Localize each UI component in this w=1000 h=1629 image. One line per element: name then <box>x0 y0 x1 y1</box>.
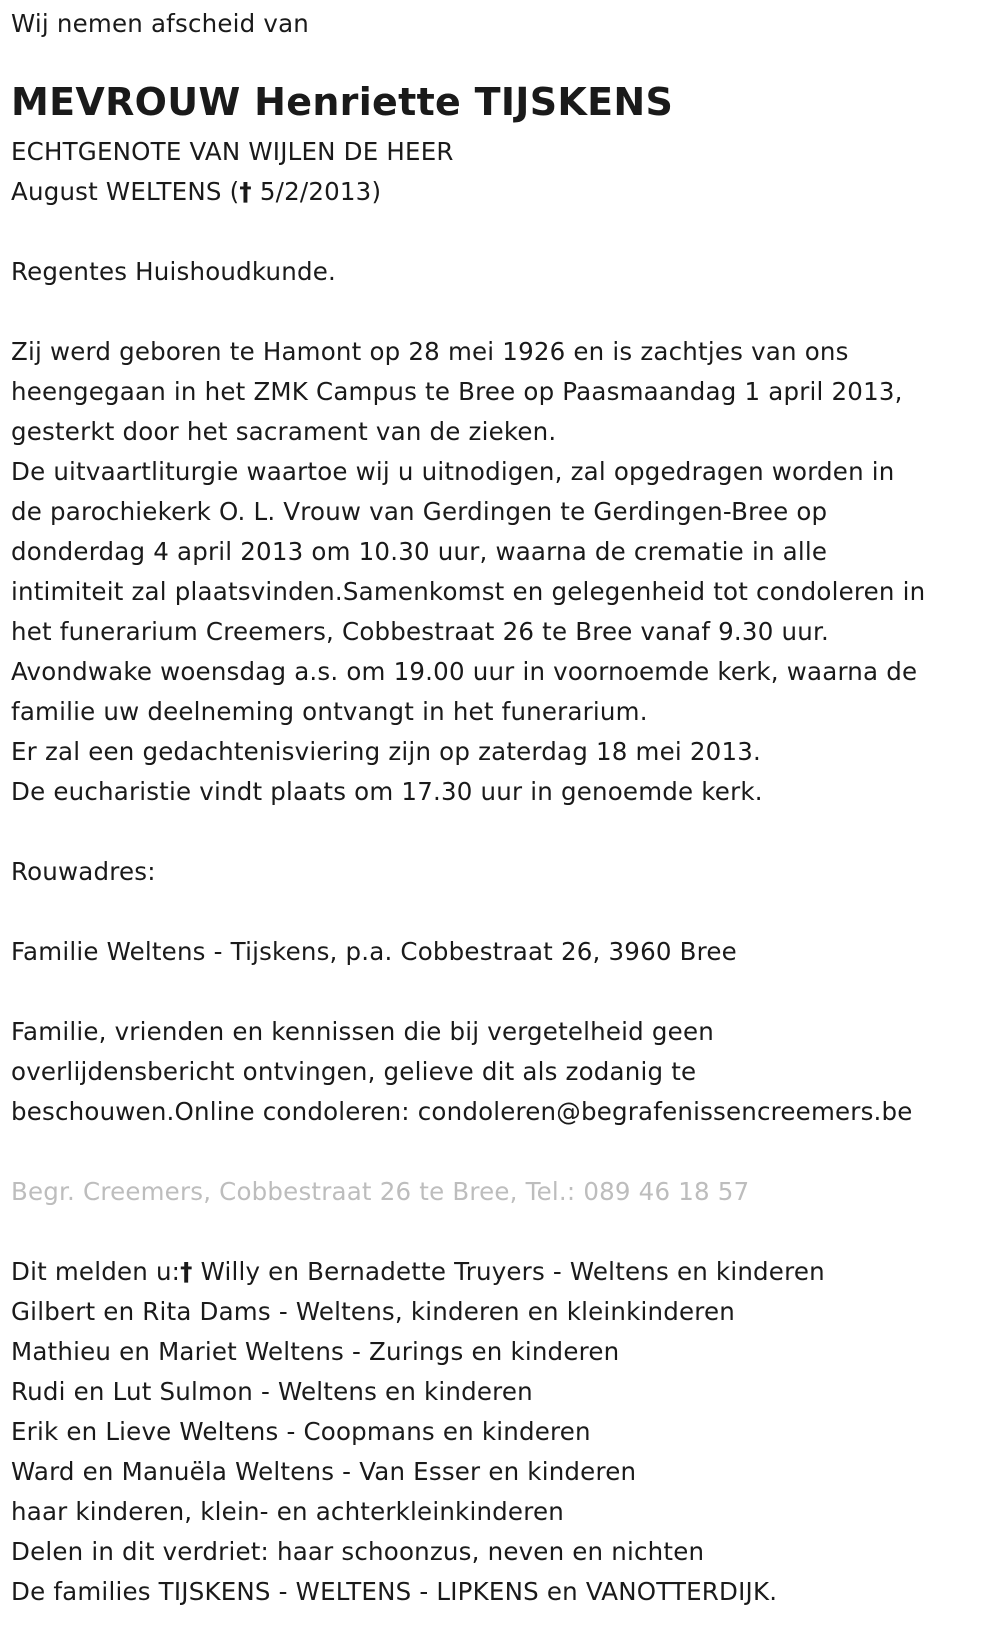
occupation-text: Regentes Huishoudkunde. <box>11 257 337 286</box>
body-line: donderdag 4 april 2013 om 10.30 uur, waarna de crematie in alle <box>11 537 828 566</box>
spacer <box>11 892 991 932</box>
notice-paragraph <box>11 1012 991 1132</box>
spacer <box>11 1132 991 1172</box>
notice-line: Familie, vrienden en kennissen die bij vergetelheid geen <box>11 1017 714 1046</box>
undertaker-info: Begr. Creemers, Cobbestraat 26 te Bree, Tel.: 089 46 18 57 <box>11 1177 750 1206</box>
body-line: intimiteit zal plaatsvinden.Samenkomst en gelegenheid tot condoleren in <box>11 577 926 606</box>
body-line: Avondwake woensdag a.s. om 19.00 uur in voornoemde kerk, waarna de <box>11 657 918 686</box>
body-paragraph <box>11 332 991 812</box>
family-member: Rudi en Lut Sulmon - Weltens en kinderen <box>11 1377 533 1406</box>
body-line: Zij werd geboren te Hamont op 28 mei 1926 en is zachtjes van ons <box>11 337 849 366</box>
body-line: Er zal een gedachtenisviering zijn op zaterdag 18 mei 2013. <box>11 737 762 766</box>
body-line: heengegaan in het ZMK Campus te Bree op Paasmaandag 1 april 2013, <box>11 377 903 406</box>
family-member: haar kinderen, klein- en achterkleinkinderen <box>11 1497 564 1526</box>
address-label: Rouwadres: <box>11 857 156 886</box>
deceased-name: MEVROUW Henriette TIJSKENS <box>11 80 674 124</box>
spacer <box>11 812 991 852</box>
obituary-document <box>11 4 991 1612</box>
spacer <box>11 44 991 64</box>
family-member: Willy en Bernadette Truyers - Weltens en kinderen <box>192 1257 825 1286</box>
family-member: Erik en Lieve Weltens - Coopmans en kinderen <box>11 1417 591 1446</box>
body-line: de parochiekerk O. L. Vrouw van Gerdingen te Gerdingen-Bree op <box>11 497 828 526</box>
family-member: Gilbert en Rita Dams - Weltens, kinderen en kleinkinderen <box>11 1297 736 1326</box>
spouse-line-1: ECHTGENOTE VAN WIJLEN DE HEER <box>11 137 454 166</box>
cross-icon: † <box>180 1257 193 1286</box>
spouse-line-2 <box>11 172 991 212</box>
spacer <box>11 1212 991 1252</box>
family-list <box>11 1252 991 1612</box>
spacer <box>11 972 991 1012</box>
cross-icon: † <box>239 177 252 206</box>
body-line: familie uw deelneming ontvangt in het funerarium. <box>11 697 648 726</box>
announce-prefix: Dit melden u: <box>11 1257 181 1286</box>
spacer <box>11 292 991 332</box>
spacer <box>11 212 991 252</box>
family-member: Mathieu en Mariet Weltens - Zurings en kinderen <box>11 1337 620 1366</box>
spouse-name: August WELTENS ( <box>11 177 240 206</box>
body-line: gesterkt door het sacrament van de zieken. <box>11 417 557 446</box>
family-member: De families TIJSKENS - WELTENS - LIPKENS en VANOTTERDIJK. <box>11 1577 778 1606</box>
spouse-death-date: 5/2/2013) <box>251 177 382 206</box>
body-line: het funerarium Creemers, Cobbestraat 26 te Bree vanaf 9.30 uur. <box>11 617 829 646</box>
family-member: Delen in dit verdriet: haar schoonzus, neven en nichten <box>11 1537 705 1566</box>
family-member: Ward en Manuëla Weltens - Van Esser en kinderen <box>11 1457 637 1486</box>
mourning-address: Familie Weltens - Tijskens, p.a. Cobbestraat 26, 3960 Bree <box>11 937 737 966</box>
body-line: De eucharistie vindt plaats om 17.30 uur in genoemde kerk. <box>11 777 763 806</box>
notice-line: beschouwen.Online condoleren: condoleren@begrafenissencreemers.be <box>11 1097 913 1126</box>
announce-line <box>11 1252 991 1292</box>
intro-text: Wij nemen afscheid van <box>11 9 310 38</box>
notice-line: overlijdensbericht ontvingen, gelieve dit als zodanig te <box>11 1057 697 1086</box>
body-line: De uitvaartliturgie waartoe wij u uitnodigen, zal opgedragen worden in <box>11 457 895 486</box>
